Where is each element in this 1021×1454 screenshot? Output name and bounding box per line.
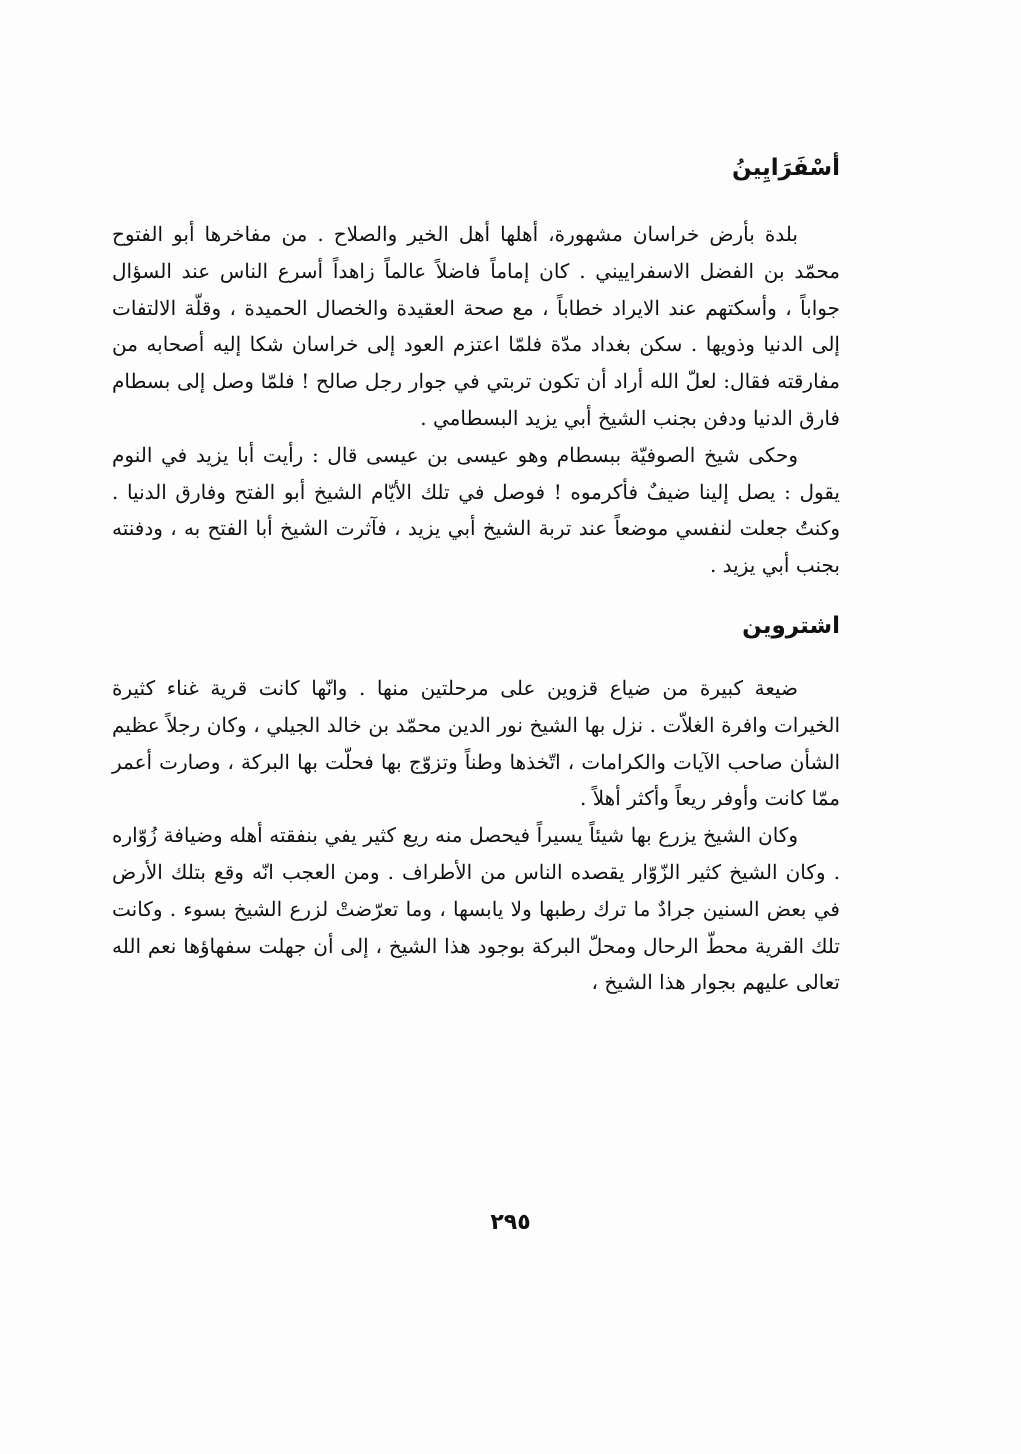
entry-paragraph: ضيعة كبيرة من ضياع قزوين على مرحلتين منها . وانّها كانت قرية غناء كثيرة الخيرات وافرة الغلاّت . نزل بها الشيخ نور الدين محمّد بن خالد الجيلي ، وكان رجلاً عظيم الشأن صاحب الآيات والكرامات ، اتّخذها وطناً وتزوّج بها فحلّت بها البركة ، وصارت أعمر ممّا كانت وأوفر ريعاً وأكثر أهلاً . [112,675,840,811]
entry-paragraph: بلدة بأرض خراسان مشهورة، أهلها أهل الخير والصلاح . من مفاخرها أبو الفتوح محمّد بن الفضل الاسفراييني . كان إماماً فاضلاً عالماً زاهداً أسرع الناس عند السؤال جواباً ، وأسكتهم عند الايراد خطاباً ، مع صحة العقيدة والخصال الحميدة ، وقلّة الالتفات إلى الدنيا وذويها . سكن بغداد مدّة فلمّا اعتزم العود إلى خراسان شكا إليه أصحابه من مفارقته فقال: لعلّ الله أراد أن تكون تربتي في جوار رجل صالح ! فلمّا وصل إلى بسطام فارق الدنيا ودفن بجنب الشيخ أبي يزيد البسطامي . [112,222,841,430]
entry-heading-ashtarvin: اشتروين [742,612,840,639]
page-number: ٢٩٥ [490,1210,531,1235]
page-content [112,148,840,1001]
entry-paragraph: وكان الشيخ يزرع بها شيئاً يسيراً فيحصل منه ريع كثير يفي بنفقته أهله وضيافة زُوّاره . وكان الشيخ كثير الزّوّار يقصده الناس من الأطراف . ومن العجب انّه وقع بتلك الأرض في بعض السنين جرادٌ ما ترك رطبها ولا يابسها ، وما تعرّضتْ لزرع الشيخ بسوء . وكانت تلك القرية محطّ الرحال ومحلّ البركة بوجود هذا الشيخ ، إلى أن جهلت سفهاؤها نعم الله تعالى عليهم بجوار هذا الشيخ ، [112,823,841,995]
entry-paragraph: وحكى شيخ الصوفيّة ببسطام وهو عيسى بن عيسى قال : رأيت أبا يزيد في النوم يقول : يصل إلينا ضيفٌ فأكرموه ! فوصل في تلك الأيّام الشيخ أبو الفتح وفارق الدنيا . وكنتُ جعلت لنفسي موضعاً عند تربة الشيخ أبي يزيد ، فآثرت الشيخ أبا الفتح به ، ودفنته بجنب أبي يزيد . [112,442,840,578]
entry-heading-isfarayin: أسْفَرَايِينُ [732,155,840,181]
